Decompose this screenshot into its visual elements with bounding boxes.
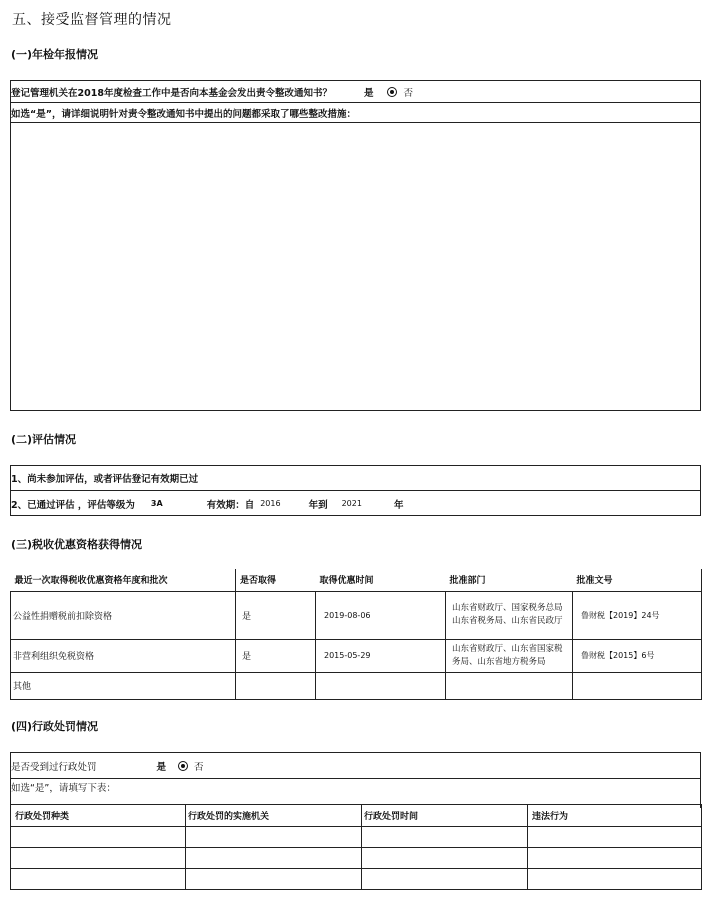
table-row <box>11 848 702 869</box>
cell-penalty-type[interactable] <box>11 848 186 869</box>
cell-penalty-time[interactable] <box>362 827 528 848</box>
evaluation-item2 <box>11 491 700 516</box>
table-header-row <box>11 569 702 591</box>
col-header: 违法行为 <box>528 805 702 827</box>
cell-violation[interactable] <box>528 848 702 869</box>
penalty-question-row <box>11 753 700 779</box>
valid-from-year: 2016 <box>260 499 281 508</box>
cell-qualification: 公益性捐赠税前扣除资格 <box>11 591 236 639</box>
col-header: 取得优惠时间 <box>316 569 446 591</box>
option-yes-label[interactable]: 是 <box>363 87 374 99</box>
col-header: 行政处罚时间 <box>362 805 528 827</box>
cell-penalty-type[interactable] <box>11 827 186 848</box>
penalty-question: 是否受到过行政处罚 <box>11 761 97 773</box>
radio-selected-icon[interactable] <box>387 87 397 97</box>
table-row <box>11 672 702 699</box>
section4-heading: (四)行政处罚情况 <box>11 720 99 733</box>
cell-date: 2015-05-29 <box>316 639 446 672</box>
cell-document-no <box>573 672 702 699</box>
cell-penalty-time[interactable] <box>362 848 528 869</box>
option-no-label[interactable]: 否 <box>403 87 413 99</box>
cell-obtained: 是 <box>236 591 316 639</box>
cell-qualification: 其他 <box>11 672 236 699</box>
evaluation-item1: 1、尚未参加评估，或者评估登记有效期已过 <box>11 466 700 491</box>
valid-from-label: 有效期：自 <box>206 499 255 511</box>
penalty-prompt: 如选“是”，请填写下表： <box>11 783 116 794</box>
cell-date <box>316 672 446 699</box>
table-row <box>11 827 702 848</box>
col-header: 行政处罚的实施机关 <box>186 805 362 827</box>
cell-document-no: 鲁财税【2015】6号 <box>573 639 702 672</box>
evaluation-item2-label: 2、已通过评估 ，评估等级为 <box>11 499 135 511</box>
inspection-question: 登记管理机关在2018年度检查工作中是否向本基金会发出责令整改通知书？ <box>11 87 332 99</box>
cell-penalty-authority[interactable] <box>186 827 362 848</box>
col-header: 批准部门 <box>446 569 573 591</box>
year-suffix: 年 <box>393 499 404 511</box>
table-row <box>11 639 702 672</box>
inspection-prompt: 如选“是”，请详细说明针对责令整改通知书中提出的问题都采取了哪些整改措施： <box>11 103 700 123</box>
tax-qualification-table <box>10 569 702 700</box>
col-header: 批准文号 <box>573 569 702 591</box>
inspection-question-row <box>11 81 700 103</box>
cell-violation[interactable] <box>528 869 702 890</box>
inspection-box <box>10 80 701 411</box>
section3-heading: (三)税收优惠资格获得情况 <box>11 538 143 551</box>
col-header: 是否取得 <box>236 569 316 591</box>
cell-department: 山东省财政厅、山东省国家税务局、山东省地方税务局 <box>446 639 573 672</box>
cell-penalty-authority[interactable] <box>186 848 362 869</box>
option-yes-label[interactable]: 是 <box>156 761 167 773</box>
section2-heading: (二)评估情况 <box>11 433 77 446</box>
col-header: 行政处罚种类 <box>11 805 186 827</box>
table-header-row <box>11 805 702 827</box>
inspection-answer-area[interactable] <box>11 123 700 410</box>
cell-penalty-time[interactable] <box>362 869 528 890</box>
cell-obtained <box>236 672 316 699</box>
table-row <box>11 591 702 639</box>
valid-to-year: 2021 <box>341 499 362 508</box>
option-no-label[interactable]: 否 <box>194 761 204 773</box>
valid-to-label: 年到 <box>308 499 328 511</box>
cell-document-no: 鲁财税【2019】24号 <box>573 591 702 639</box>
page-title: 五、接受监督管理的情况 <box>12 12 172 28</box>
col-header: 最近一次取得税收优惠资格年度和批次 <box>11 569 236 591</box>
evaluation-grade: 3A <box>150 499 163 508</box>
cell-department <box>446 672 573 699</box>
penalty-box <box>10 752 701 808</box>
cell-penalty-type[interactable] <box>11 869 186 890</box>
penalty-radio-group <box>157 759 204 773</box>
cell-date: 2019-08-06 <box>316 591 446 639</box>
cell-penalty-authority[interactable] <box>186 869 362 890</box>
table-row <box>11 869 702 890</box>
penalty-table <box>10 804 702 890</box>
evaluation-box <box>10 465 701 516</box>
radio-selected-icon[interactable] <box>178 761 188 771</box>
cell-obtained: 是 <box>236 639 316 672</box>
section1-heading: (一)年检年报情况 <box>11 48 99 61</box>
cell-violation[interactable] <box>528 827 702 848</box>
cell-department: 山东省财政厅、国家税务总局山东省税务局、山东省民政厅 <box>446 591 573 639</box>
inspection-radio-group <box>364 85 413 99</box>
cell-qualification: 非营利组织免税资格 <box>11 639 236 672</box>
